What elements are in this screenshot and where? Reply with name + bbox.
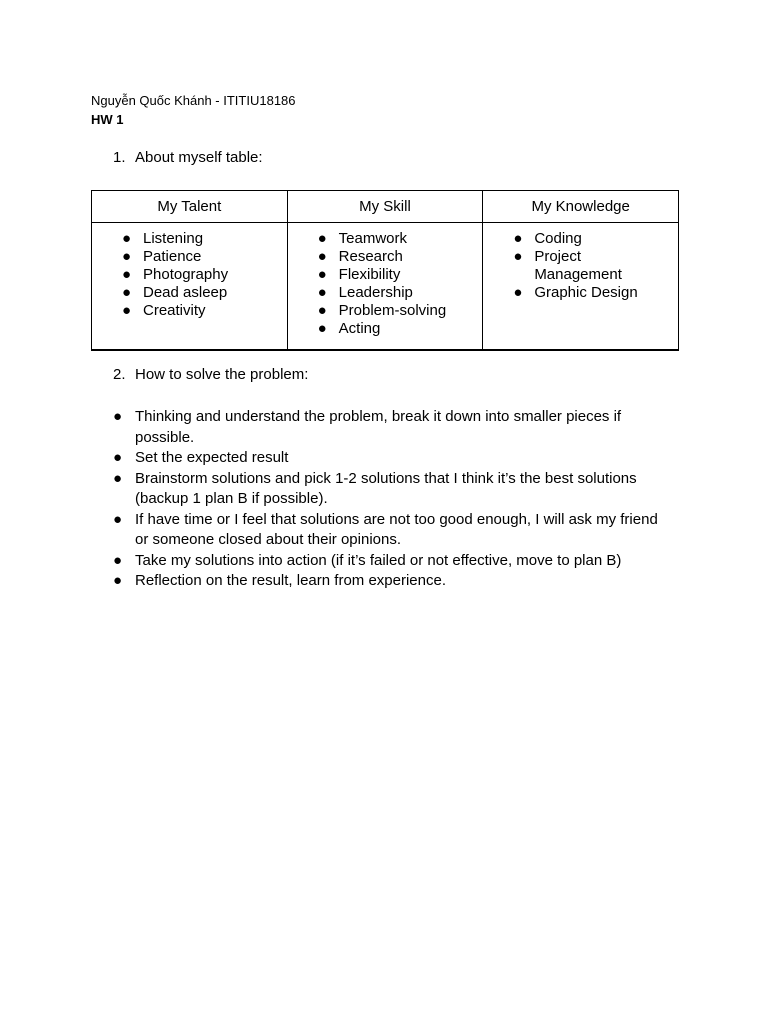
- list-item-text: Research: [338, 248, 403, 265]
- section-2-heading: [113, 366, 308, 384]
- list-item: [92, 230, 287, 248]
- bullet-icon: ●: [317, 266, 327, 283]
- bullet-icon: ●: [317, 284, 327, 301]
- table-header-row: [92, 191, 679, 223]
- list-item-text: Leadership: [338, 284, 413, 301]
- bullet-icon: ●: [122, 230, 132, 247]
- list-item-text: Coding: [534, 230, 582, 247]
- list-item: [92, 302, 287, 320]
- bullet-icon: ●: [122, 302, 132, 319]
- section-1-title: About myself table:: [135, 149, 263, 166]
- list-item: [113, 510, 673, 551]
- list-item: [113, 551, 673, 572]
- list-item: [483, 284, 678, 302]
- skill-list: [288, 230, 483, 338]
- list-item-text: Flexibility: [338, 266, 401, 283]
- list-item-text: Project Management: [534, 248, 622, 283]
- list-item: [483, 230, 678, 248]
- bullet-icon: ●: [513, 248, 523, 265]
- bullet-icon: ●: [113, 572, 123, 589]
- bullet-icon: ●: [317, 320, 327, 337]
- bullet-icon: ●: [113, 510, 123, 528]
- section-1-number: 1.: [113, 149, 126, 166]
- bullet-icon: ●: [317, 230, 327, 247]
- knowledge-cell: [483, 223, 679, 351]
- bullet-icon: ●: [122, 266, 132, 283]
- author-line: Nguyễn Quốc Khánh - ITITIU18186: [91, 93, 296, 108]
- list-item: [92, 284, 287, 302]
- section-1-heading: [113, 149, 263, 167]
- step-text: Brainstorm solutions and pick 1-2 solutions that I think it’s the best solutions (backup 1 plan B if possible).: [135, 469, 637, 507]
- list-item: [288, 302, 483, 320]
- list-item: [288, 320, 483, 338]
- step-text: Reflection on the result, learn from experience.: [135, 572, 446, 589]
- assignment-title: HW 1: [91, 112, 124, 127]
- list-item-text: Patience: [143, 248, 202, 265]
- section-2-number: 2.: [113, 366, 126, 383]
- list-item-text: Dead asleep: [143, 284, 228, 301]
- list-item-text: Teamwork: [338, 230, 408, 247]
- talent-cell: [92, 223, 288, 351]
- bullet-icon: ●: [317, 302, 327, 319]
- list-item: [288, 230, 483, 248]
- list-item-text: Creativity: [143, 302, 206, 319]
- bullet-icon: ●: [317, 248, 327, 265]
- list-item-text: Graphic Design: [534, 284, 638, 301]
- bullet-icon: ●: [513, 284, 523, 301]
- about-myself-table: [91, 190, 679, 351]
- bullet-icon: ●: [513, 230, 523, 247]
- list-item: [92, 266, 287, 284]
- bullet-icon: ●: [113, 469, 123, 487]
- list-item: [288, 266, 483, 284]
- list-item: [113, 407, 673, 448]
- list-item-text: Photography: [143, 266, 229, 283]
- bullet-icon: ●: [113, 551, 123, 569]
- section-2-title: How to solve the problem:: [135, 366, 309, 383]
- bullet-icon: ●: [122, 284, 132, 301]
- list-item-text: Listening: [143, 230, 204, 247]
- list-item: [113, 448, 673, 469]
- knowledge-list: [483, 230, 678, 302]
- table-row: [92, 223, 679, 351]
- list-item: [483, 248, 678, 284]
- talent-list: [92, 230, 287, 320]
- list-item: [113, 469, 673, 510]
- list-item: [92, 248, 287, 266]
- list-item: [288, 248, 483, 266]
- list-item-text: Problem-solving: [338, 302, 447, 319]
- column-header-knowledge: My Knowledge: [483, 191, 679, 223]
- step-text: Take my solutions into action (if it’s failed or not effective, move to plan B): [135, 551, 622, 569]
- list-item-text: Acting: [338, 320, 381, 337]
- bullet-icon: ●: [113, 449, 123, 466]
- step-text: Set the expected result: [135, 449, 289, 466]
- bullet-icon: ●: [122, 248, 132, 265]
- bullet-icon: ●: [113, 408, 123, 425]
- problem-solving-steps: [113, 407, 673, 592]
- column-header-talent: My Talent: [92, 191, 288, 223]
- step-text: Thinking and understand the problem, break it down into smaller pieces if possible.: [135, 408, 622, 446]
- skill-cell: [287, 223, 483, 351]
- step-text: If have time or I feel that solutions are not too good enough, I will ask my friend or someone closed about their opinions.: [135, 510, 658, 548]
- column-header-skill: My Skill: [287, 191, 483, 223]
- list-item: [113, 571, 673, 592]
- list-item: [288, 284, 483, 302]
